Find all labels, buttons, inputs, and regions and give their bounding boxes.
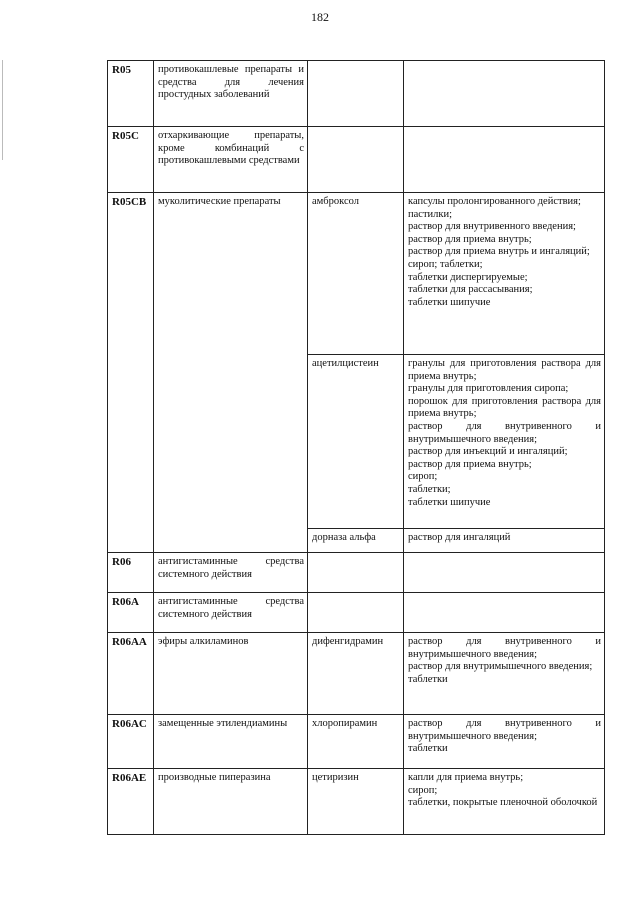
- drug-name: дорназа альфа: [308, 529, 404, 553]
- dosage-form-item: таблетки шипучие: [408, 496, 491, 508]
- dosage-form-item: раствор для внутривенного и внутримышечного введения;: [408, 636, 601, 660]
- drug-name: [308, 61, 404, 127]
- atc-code: R05C: [108, 127, 154, 193]
- dosage-forms: [404, 127, 605, 193]
- dosage-form-item: сироп;: [408, 471, 438, 483]
- group-name: противокашлевые препараты и средства для лечения простудных заболеваний: [154, 61, 308, 127]
- drug-name: хлоропирамин: [308, 715, 404, 769]
- dosage-form-item: таблетки диспергируемые;: [408, 271, 528, 283]
- dosage-forms: [404, 553, 605, 593]
- dosage-form-item: таблетки;: [408, 483, 451, 495]
- drug-name: [308, 593, 404, 633]
- dosage-form-item: сироп; таблетки;: [408, 258, 483, 270]
- atc-code: R05CB: [108, 193, 154, 553]
- dosage-form-item: капли для приема внутрь;: [408, 772, 524, 783]
- dosage-form-item: таблетки: [408, 743, 448, 755]
- dosage-form-item: раствор для приема внутрь и ингаляций;: [408, 246, 590, 258]
- group-name: отхаркивающие препараты, кроме комбинаций с противокашлевыми средствами: [154, 127, 308, 193]
- dosage-form-item: раствор для внутривенного введения;: [408, 221, 576, 233]
- dosage-form-item: раствор для ингаляций: [408, 532, 511, 543]
- dosage-form-item: капсулы пролонгированного действия;: [408, 196, 581, 207]
- table-row: [108, 633, 605, 715]
- dosage-form-item: сироп;: [408, 784, 438, 796]
- dosage-forms: [404, 633, 605, 715]
- group-name: антигистаминные средства системного действия: [154, 553, 308, 593]
- dosage-forms: [404, 529, 605, 553]
- dosage-form-item: раствор для внутримышечного введения;: [408, 661, 593, 673]
- dosage-forms: [404, 593, 605, 633]
- dosage-forms: [404, 193, 605, 355]
- group-name: эфиры алкиламинов: [154, 633, 308, 715]
- drug-name: амброксол: [308, 193, 404, 355]
- dosage-form-item: гранулы для приготовления сиропа;: [408, 383, 569, 395]
- dosage-forms: [404, 769, 605, 835]
- dosage-forms: [404, 61, 605, 127]
- atc-code: R06AE: [108, 769, 154, 835]
- dosage-form-item: пастилки;: [408, 208, 453, 220]
- group-name: замещенные этилендиамины: [154, 715, 308, 769]
- page-number: 182: [311, 10, 329, 24]
- table-row: [108, 715, 605, 769]
- dosage-form-item: раствор для инъекций и ингаляций;: [408, 446, 568, 458]
- group-name: антигистаминные средства системного действия: [154, 593, 308, 633]
- table-row: [108, 553, 605, 593]
- table-row: [108, 193, 605, 355]
- table-row: [108, 127, 605, 193]
- scan-margin-line: [2, 60, 3, 160]
- dosage-forms: [404, 715, 605, 769]
- group-name: производные пиперазина: [154, 769, 308, 835]
- drug-name: [308, 127, 404, 193]
- dosage-form-item: раствор для приема внутрь;: [408, 458, 532, 470]
- drug-name: цетиризин: [308, 769, 404, 835]
- dosage-form-item: раствор для внутривенного и внутримышечного введения;: [408, 718, 601, 742]
- atc-code: R06A: [108, 593, 154, 633]
- atc-code: R06AA: [108, 633, 154, 715]
- dosage-form-item: раствор для внутривенного и внутримышечного введения;: [408, 420, 601, 445]
- group-name: муколитические препараты: [154, 193, 308, 553]
- dosage-form-item: таблетки для рассасывания;: [408, 284, 533, 296]
- dosage-form-item: таблетки шипучие: [408, 296, 491, 308]
- dosage-form-item: таблетки: [408, 673, 448, 685]
- dosage-form-item: таблетки, покрытые пленочной оболочкой: [408, 797, 598, 809]
- dosage-form-item: раствор для приема внутрь;: [408, 233, 532, 245]
- drug-name: дифенгидрамин: [308, 633, 404, 715]
- medication-table: [107, 60, 605, 835]
- table-row: [108, 61, 605, 127]
- table-row: [108, 593, 605, 633]
- atc-code: R06: [108, 553, 154, 593]
- atc-code: R06AC: [108, 715, 154, 769]
- table-row: [108, 769, 605, 835]
- atc-code: R05: [108, 61, 154, 127]
- drug-name: ацетилцистеин: [308, 355, 404, 529]
- dosage-form-item: гранулы для приготовления раствора для приема внутрь;: [408, 358, 601, 382]
- drug-name: [308, 553, 404, 593]
- dosage-form-item: порошок для приготовления раствора для приема внутрь;: [408, 395, 601, 420]
- dosage-forms: [404, 355, 605, 529]
